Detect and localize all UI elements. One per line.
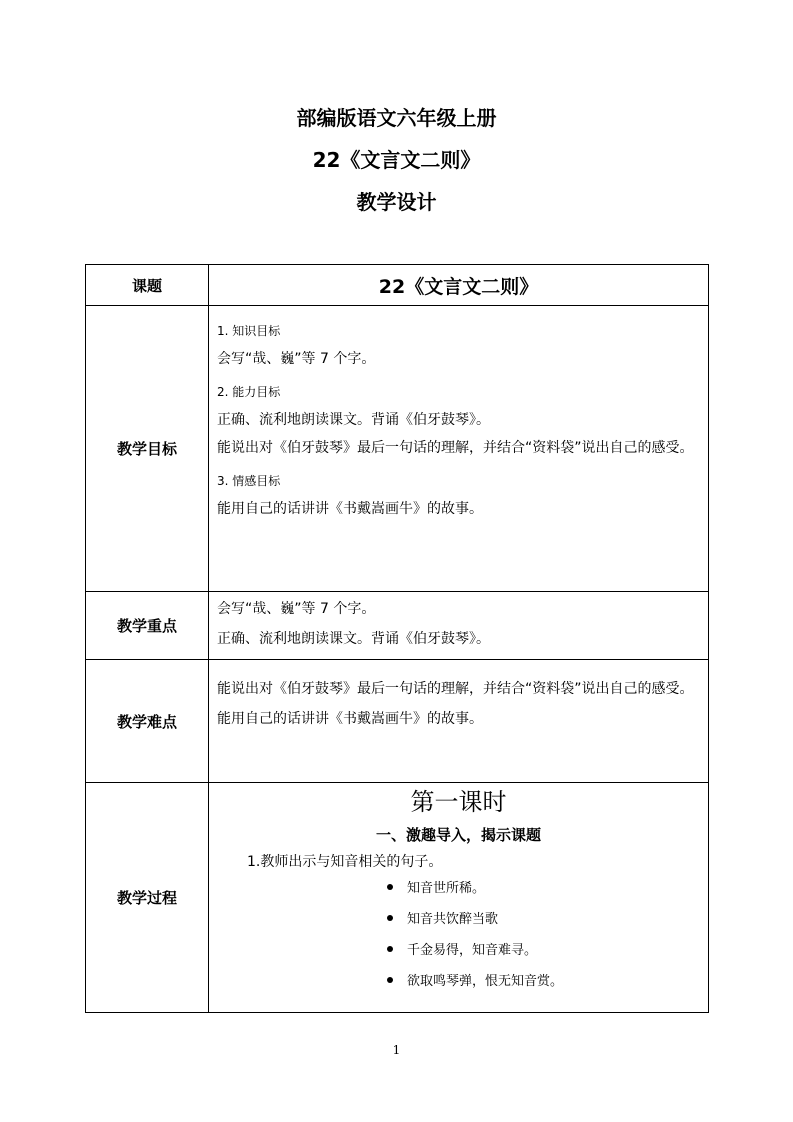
table-row-process: [86, 783, 709, 1013]
ability-goal-text-1: 正确、流利地朗读课文。背诵《伯牙鼓琴》。: [217, 412, 490, 428]
quote-text: 千金易得，知音难寻。: [407, 943, 538, 958]
goals-content: [209, 306, 709, 592]
bullet-icon: [387, 946, 393, 952]
bullet-icon: [387, 977, 393, 983]
document-title-line3: 教学设计: [356, 190, 437, 214]
document-title-line1: 部编版语文六年级上册: [296, 106, 497, 130]
bullet-icon: [387, 915, 393, 921]
document-title-line2: 22《文言文二则》: [312, 148, 481, 172]
bullet-icon: [387, 884, 393, 890]
difficulties-label: 教学难点: [86, 660, 209, 783]
difficulty-1: 能说出对《伯牙鼓琴》最后一句话的理解，并结合“资料袋”说出自己的感受。: [217, 681, 694, 697]
quote-text: 知音世所稀。: [407, 881, 486, 896]
table-row-subject: [86, 265, 709, 306]
quote-text: 欲取鸣琴弹，恨无知音赏。: [407, 974, 564, 989]
knowledge-goal-heading: 1. 知识目标: [217, 324, 281, 338]
lesson-title: 第一课时: [410, 788, 507, 816]
ability-goal-heading: 2. 能力目标: [217, 385, 281, 399]
key-points-content: [209, 592, 709, 660]
process-content: [209, 783, 709, 1013]
list-item: [387, 879, 700, 899]
ability-goal-text-2: 能说出对《伯牙鼓琴》最后一句话的理解，并结合“资料袋”说出自己的感受。: [217, 440, 694, 456]
quote-text: 知音共饮醉当歌: [407, 912, 499, 927]
emotion-goal-text: 能用自己的话讲讲《书戴嵩画牛》的故事。: [217, 501, 483, 517]
table-row-difficulties: [86, 660, 709, 783]
knowledge-goal-text: 会写“哉、巍”等 7 个字。: [217, 351, 376, 367]
key-points-label: 教学重点: [86, 592, 209, 660]
process-label: 教学过程: [86, 783, 209, 1013]
difficulty-2: 能用自己的话讲讲《书戴嵩画牛》的故事。: [217, 711, 483, 727]
quote-list: [217, 879, 700, 992]
key-point-1: 会写“哉、巍”等 7 个字。: [217, 601, 376, 617]
section-title: 一、激趣导入，揭示课题: [375, 826, 541, 844]
page-number: 1: [392, 1043, 401, 1057]
goals-label: 教学目标: [86, 306, 209, 592]
emotion-goal-heading: 3. 情感目标: [217, 474, 281, 488]
lesson-plan-table: [85, 264, 709, 1013]
list-item: [387, 972, 700, 992]
table-row-key-points: [86, 592, 709, 660]
table-row-goals: [86, 306, 709, 592]
subject-label: 课题: [86, 265, 209, 306]
key-point-2: 正确、流利地朗读课文。背诵《伯牙鼓琴》。: [217, 631, 490, 647]
list-item: [387, 941, 700, 961]
list-item: [387, 910, 700, 930]
difficulties-content: [209, 660, 709, 783]
process-step-1: 1.教师出示与知音相关的句子。: [247, 854, 443, 870]
subject-value: 22《文言文二则》: [209, 265, 709, 306]
